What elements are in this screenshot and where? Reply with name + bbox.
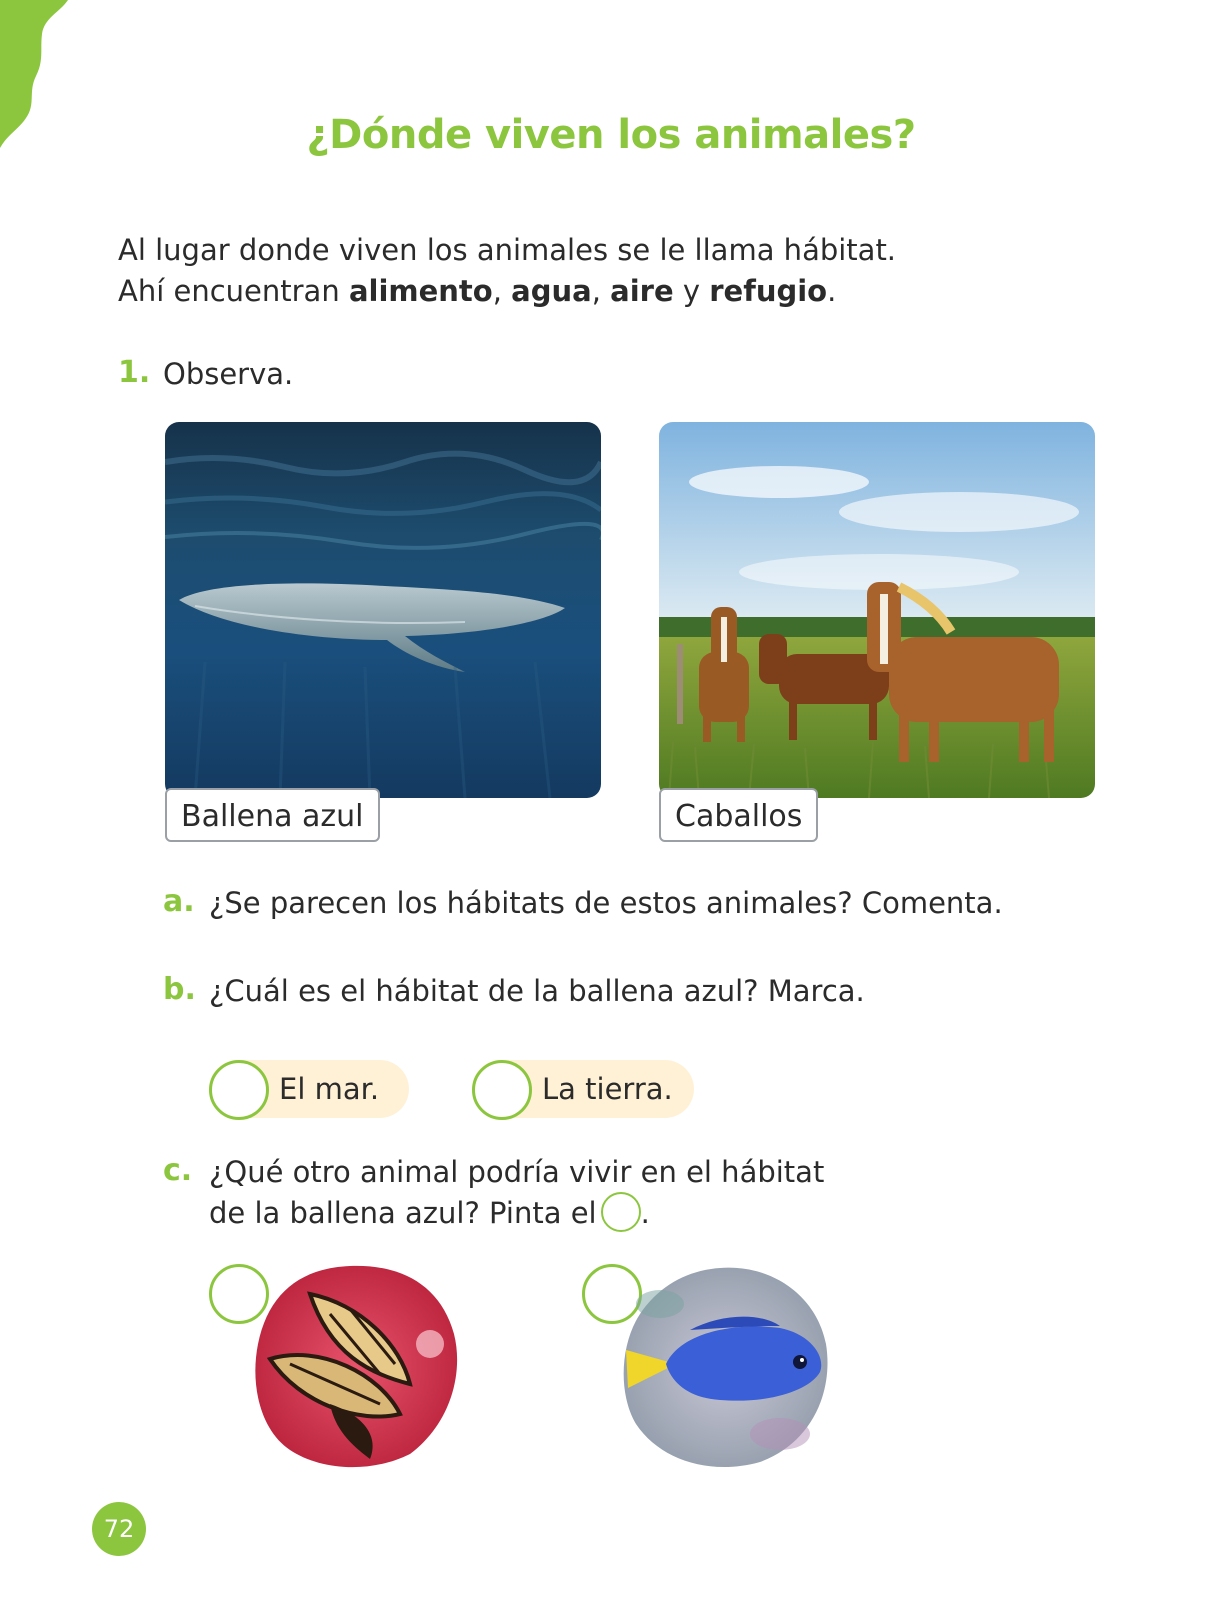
option-sea[interactable] [209,1060,409,1118]
period: . [827,274,837,308]
circle-icon [601,1192,641,1232]
option-sea-checkbox[interactable] [209,1060,269,1120]
question-number: 1. [118,355,151,390]
item-letter-b: b. [163,972,196,1007]
item-c-line-1: ¿Qué otro animal podría vivir en el hábitat [209,1155,825,1189]
page-title: ¿Dónde viven los animales? [306,112,916,158]
intro-prefix: Ahí encuentran [118,274,349,308]
option-land-checkbox[interactable] [472,1060,532,1120]
caption-whale: Ballena azul [165,788,380,842]
item-letter-c: c. [163,1153,193,1188]
keyword-air: aire [610,274,674,308]
horses-photo [659,422,1095,798]
whale-illustration [165,422,601,798]
item-c-line-2 [209,1193,824,1235]
intro-paragraph [118,230,896,312]
separator: , [591,274,611,308]
option-land-label: La tierra. [542,1072,673,1106]
intro-line-1: Al lugar donde viven los animales se le llama hábitat. [118,233,897,267]
butterfly-photo [250,1264,462,1470]
question-text: Observa. [163,357,294,391]
item-a-text: ¿Se parecen los hábitats de estos animales? Comenta. [209,886,1003,920]
page-number: 72 [92,1502,146,1556]
item-c-line-2-text: de la ballena azul? Pinta el [209,1196,597,1230]
fish-photo [620,1264,832,1470]
option-land[interactable] [472,1060,694,1118]
separator: , [492,274,512,308]
caption-horses: Caballos [659,788,818,842]
keyword-food: alimento [348,274,493,308]
item-c-text [209,1152,824,1235]
option-sea-label: El mar. [279,1072,380,1106]
item-b-text: ¿Cuál es el hábitat de la ballena azul? Marca. [209,974,865,1008]
intro-line-2 [118,271,896,312]
separator: y [673,274,710,308]
horses-illustration [659,422,1095,798]
keyword-shelter: refugio [709,274,828,308]
keyword-water: agua [511,274,592,308]
whale-photo [165,422,601,798]
period: . [640,1196,650,1230]
item-letter-a: a. [163,884,195,919]
